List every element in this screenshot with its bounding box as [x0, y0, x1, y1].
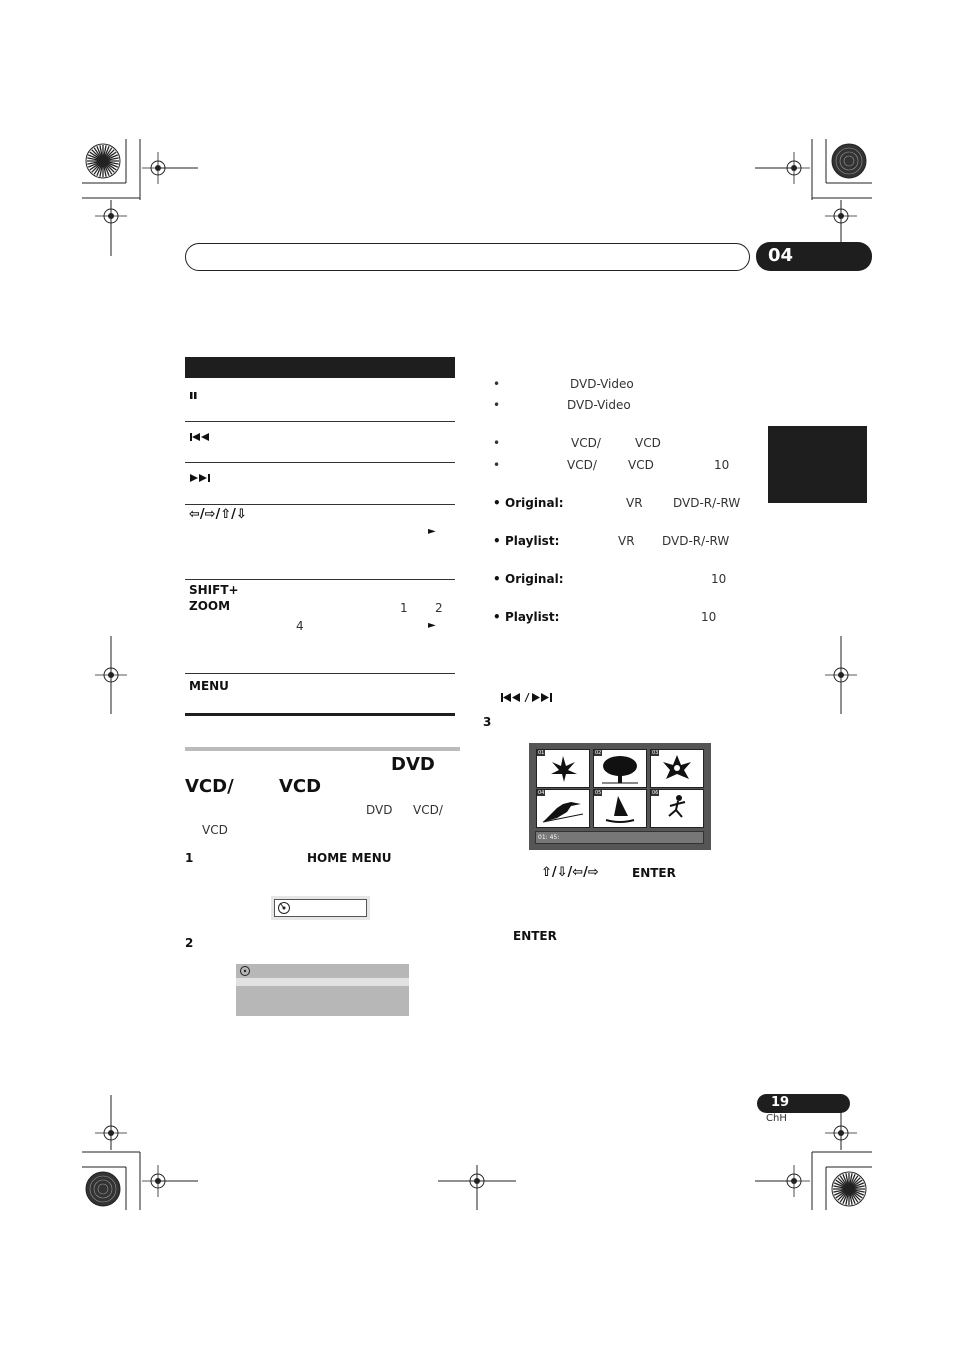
zoom-level-4: 4 — [296, 619, 304, 633]
table-row-divider — [185, 579, 455, 580]
menu-highlight-row — [236, 978, 409, 986]
bullet-3-vcd-b: VCD — [635, 436, 661, 450]
disc-navigator-box — [271, 896, 370, 920]
thumbnail-4[interactable] — [536, 789, 590, 828]
step-1-number: 1 — [185, 851, 194, 865]
thumbnail-2[interactable] — [593, 749, 647, 788]
bullet-7-label: Original: — [505, 572, 564, 586]
bullet-6-vr: VR — [618, 534, 635, 548]
bullet-4: • — [493, 458, 501, 472]
bullet-5: • — [493, 496, 501, 510]
chapter-header-bar — [185, 243, 750, 271]
section-title-dvd: DVD — [391, 754, 435, 775]
windsurfer-icon — [594, 790, 646, 827]
step-3-number: 3 — [483, 715, 492, 729]
bullet-7: • — [493, 572, 501, 586]
previous-icon — [189, 427, 213, 446]
bullet-3: • — [493, 436, 501, 450]
bullet-5-format: DVD-R/-RW — [673, 496, 741, 510]
section-title-vcd-a: VCD/ — [185, 776, 234, 797]
thumbnail-1[interactable] — [536, 749, 590, 788]
bullet-4-vcd-a: VCD/ — [567, 458, 597, 472]
bullet-6: • — [493, 534, 501, 548]
thumbnail-number: 06 — [652, 790, 659, 796]
language-code: ChH — [766, 1113, 787, 1124]
bullet-8: • — [493, 610, 501, 624]
page-number: 19 — [771, 1095, 790, 1110]
disc-icon — [277, 901, 291, 915]
bullet-2-format: DVD-Video — [567, 398, 631, 412]
step-2-number: 2 — [185, 936, 194, 950]
thumbnail-number: 05 — [595, 790, 602, 796]
bullet-4-vcd-b: VCD — [628, 458, 654, 472]
page-number-tab — [757, 1094, 850, 1113]
thumbnail-3[interactable] — [650, 749, 704, 788]
table-header-bar — [185, 357, 455, 378]
flower-icon — [651, 750, 703, 787]
thumbnail-6[interactable] — [650, 789, 704, 828]
bullet-8-label: Playlist: — [505, 610, 560, 624]
thumbnail-number: 01 — [538, 750, 545, 756]
thumbnail-5[interactable] — [593, 789, 647, 828]
thumbnail-number: 03 — [652, 750, 659, 756]
language-side-tab — [768, 426, 867, 503]
bullet-6-label: Playlist: — [505, 534, 560, 548]
arrow-keys-icon: ⇦/⇨/⇧/⇩ — [189, 507, 247, 522]
chapter-tab — [756, 242, 872, 271]
thumbnail-screen — [529, 743, 711, 850]
bullet-1-format: DVD-Video — [570, 377, 634, 391]
section-title-vcd-b: VCD — [279, 776, 322, 797]
skip-keys-icon — [500, 688, 554, 707]
time-readout: 01: 45: — [538, 834, 560, 841]
table-row-divider — [185, 673, 455, 674]
bullet-5-vr: VR — [626, 496, 643, 510]
intro-vcd-a: VCD/ — [413, 803, 443, 817]
bullet-8-count: 10 — [701, 610, 717, 624]
shift-key-label: SHIFT+ — [189, 583, 239, 597]
chapter-number: 04 — [768, 245, 794, 266]
bullet-4-count: 10 — [714, 458, 730, 472]
pause-icon — [189, 386, 199, 405]
menu-key-label: MENU — [189, 679, 229, 693]
table-bottom-rule — [185, 713, 455, 716]
intro-dvd: DVD — [366, 803, 393, 817]
zoom-key-label: ZOOM — [189, 599, 231, 613]
bullet-2: • — [493, 398, 501, 412]
bullet-3-vcd-a: VCD/ — [571, 436, 601, 450]
thumbnail-number: 02 — [595, 750, 602, 756]
zoom-level-2: 2 — [435, 601, 443, 615]
bullet-6-format: DVD-R/-RW — [662, 534, 730, 548]
zoom-level-1: 1 — [400, 601, 408, 615]
bullet-1: • — [493, 377, 501, 391]
leaf-icon — [537, 750, 589, 787]
nav-arrow-keys: ⇧/⇩/⇦/⇨ — [541, 865, 599, 880]
disc-navigator-menu — [236, 964, 409, 1016]
bullet-5-label: Original: — [505, 496, 564, 510]
disc-icon — [239, 965, 251, 977]
section-rule — [185, 747, 460, 751]
table-row-divider — [185, 462, 455, 463]
bird-icon — [537, 790, 589, 827]
table-row-divider — [185, 504, 455, 505]
thumbnail-number: 04 — [538, 790, 545, 796]
play-marker: ► — [428, 526, 436, 537]
play-marker: ► — [428, 620, 436, 631]
intro-vcd-b: VCD — [202, 823, 228, 837]
home-menu-key: HOME MENU — [307, 851, 392, 865]
bullet-7-count: 10 — [711, 572, 727, 586]
tree-icon — [594, 750, 646, 787]
next-icon — [189, 468, 213, 487]
enter-key-1: ENTER — [632, 866, 676, 880]
table-row-divider — [185, 421, 455, 422]
enter-key-2: ENTER — [513, 929, 557, 943]
skater-icon — [651, 790, 703, 827]
thumbnail-status-bar — [535, 831, 704, 844]
